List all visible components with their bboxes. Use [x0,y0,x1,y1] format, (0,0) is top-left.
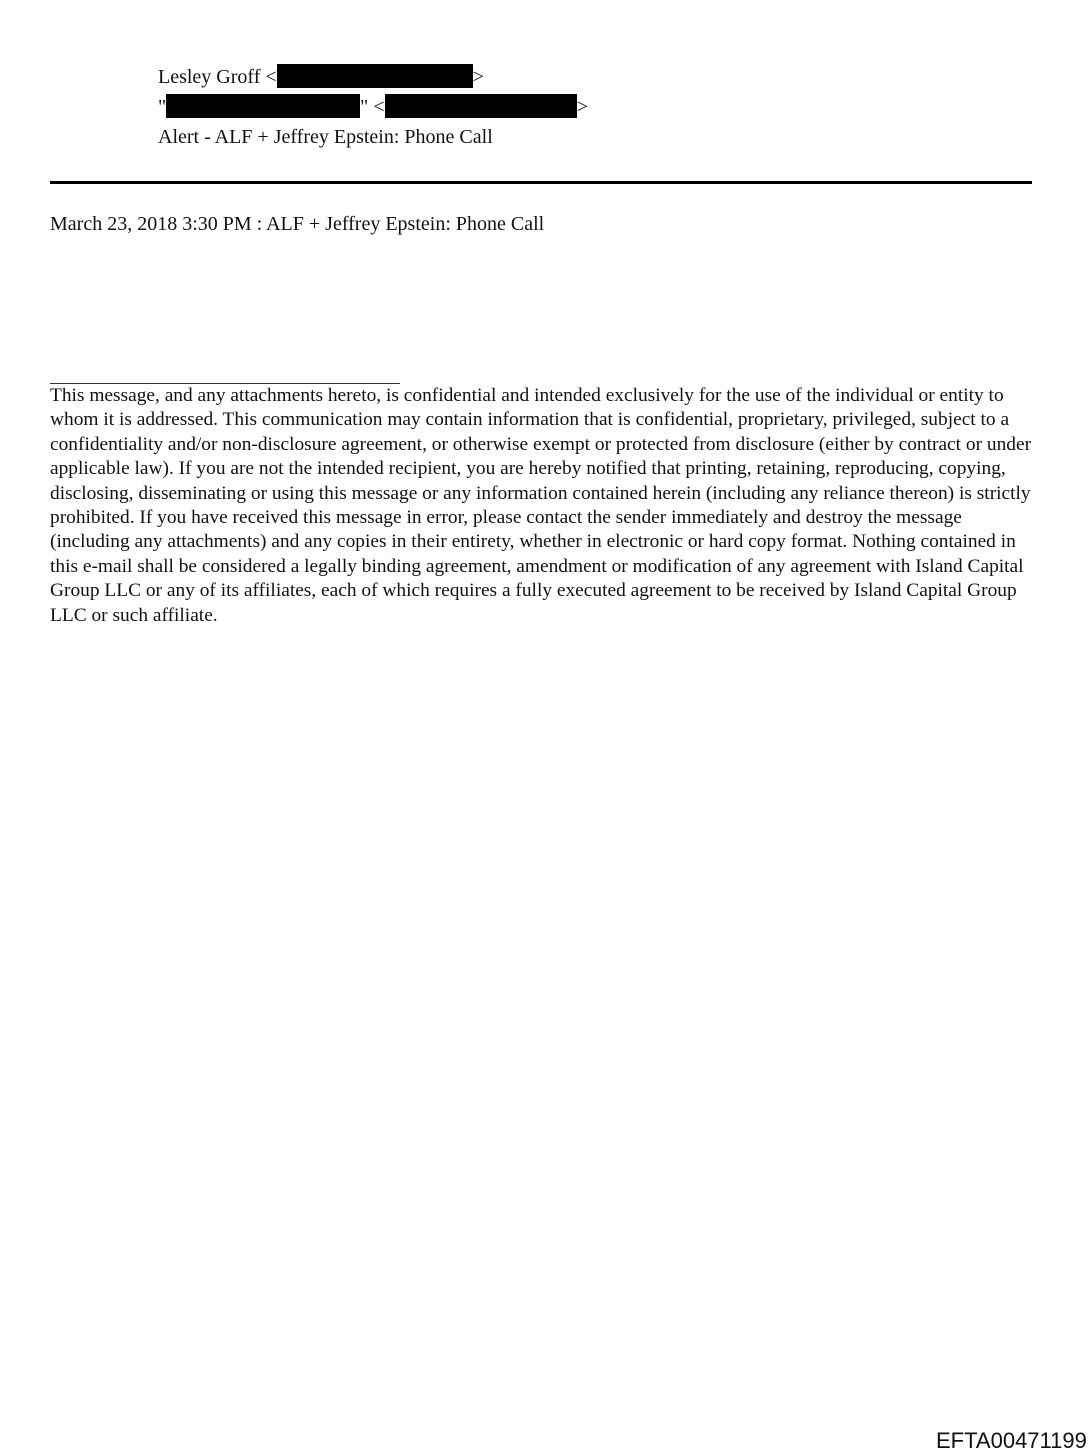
document-id: EFTA00471199 [936,1428,1087,1453]
from-row [0,62,700,92]
redacted-recipient-email [385,94,577,118]
redacted-recipient-name [166,94,360,118]
email-header [0,62,700,152]
subject-row [0,122,700,152]
to-value: " " < > [158,96,588,118]
header-divider [50,181,1032,184]
sender-name: Lesley Groff [158,66,261,88]
subject-value: Alert - ALF + Jeffrey Epstein: Phone Call [158,126,493,148]
from-value: Lesley Groff < > [158,66,484,88]
redacted-sender-email [277,64,473,88]
confidentiality-disclaimer: This message, and any attachments hereto, is confidential and intended exclusively for the use of the individual or entity to whom it is addressed. This communication may contain information that is confidential, proprietary, privileged, subject to a confidentiality and/or non-disclosure agreement, or otherwise exempt or protected from disclosure (either by contract or under applicable law). If you are not the intended recipient, you are hereby notified that printing, retaining, reproducing, copying, disclosing, disseminating or using this message or any information contained herein (including any reliance thereon) is strictly prohibited. If you have received this message in error, please contact the sender immediately and destroy the message (including any attachments) and any copies in their entirety, whether in electronic or hard copy format. Nothing contained in this e-mail shall be considered a legally binding agreement, amendment or modification of any agreement with Island Capital Group LLC or any of its affiliates, each of which requires a fully executed agreement to be received by Island Capital Group LLC or such affiliate. [50,385,1032,626]
message-body-line: March 23, 2018 3:30 PM : ALF + Jeffrey Epstein: Phone Call [50,213,545,235]
to-row [0,92,700,122]
